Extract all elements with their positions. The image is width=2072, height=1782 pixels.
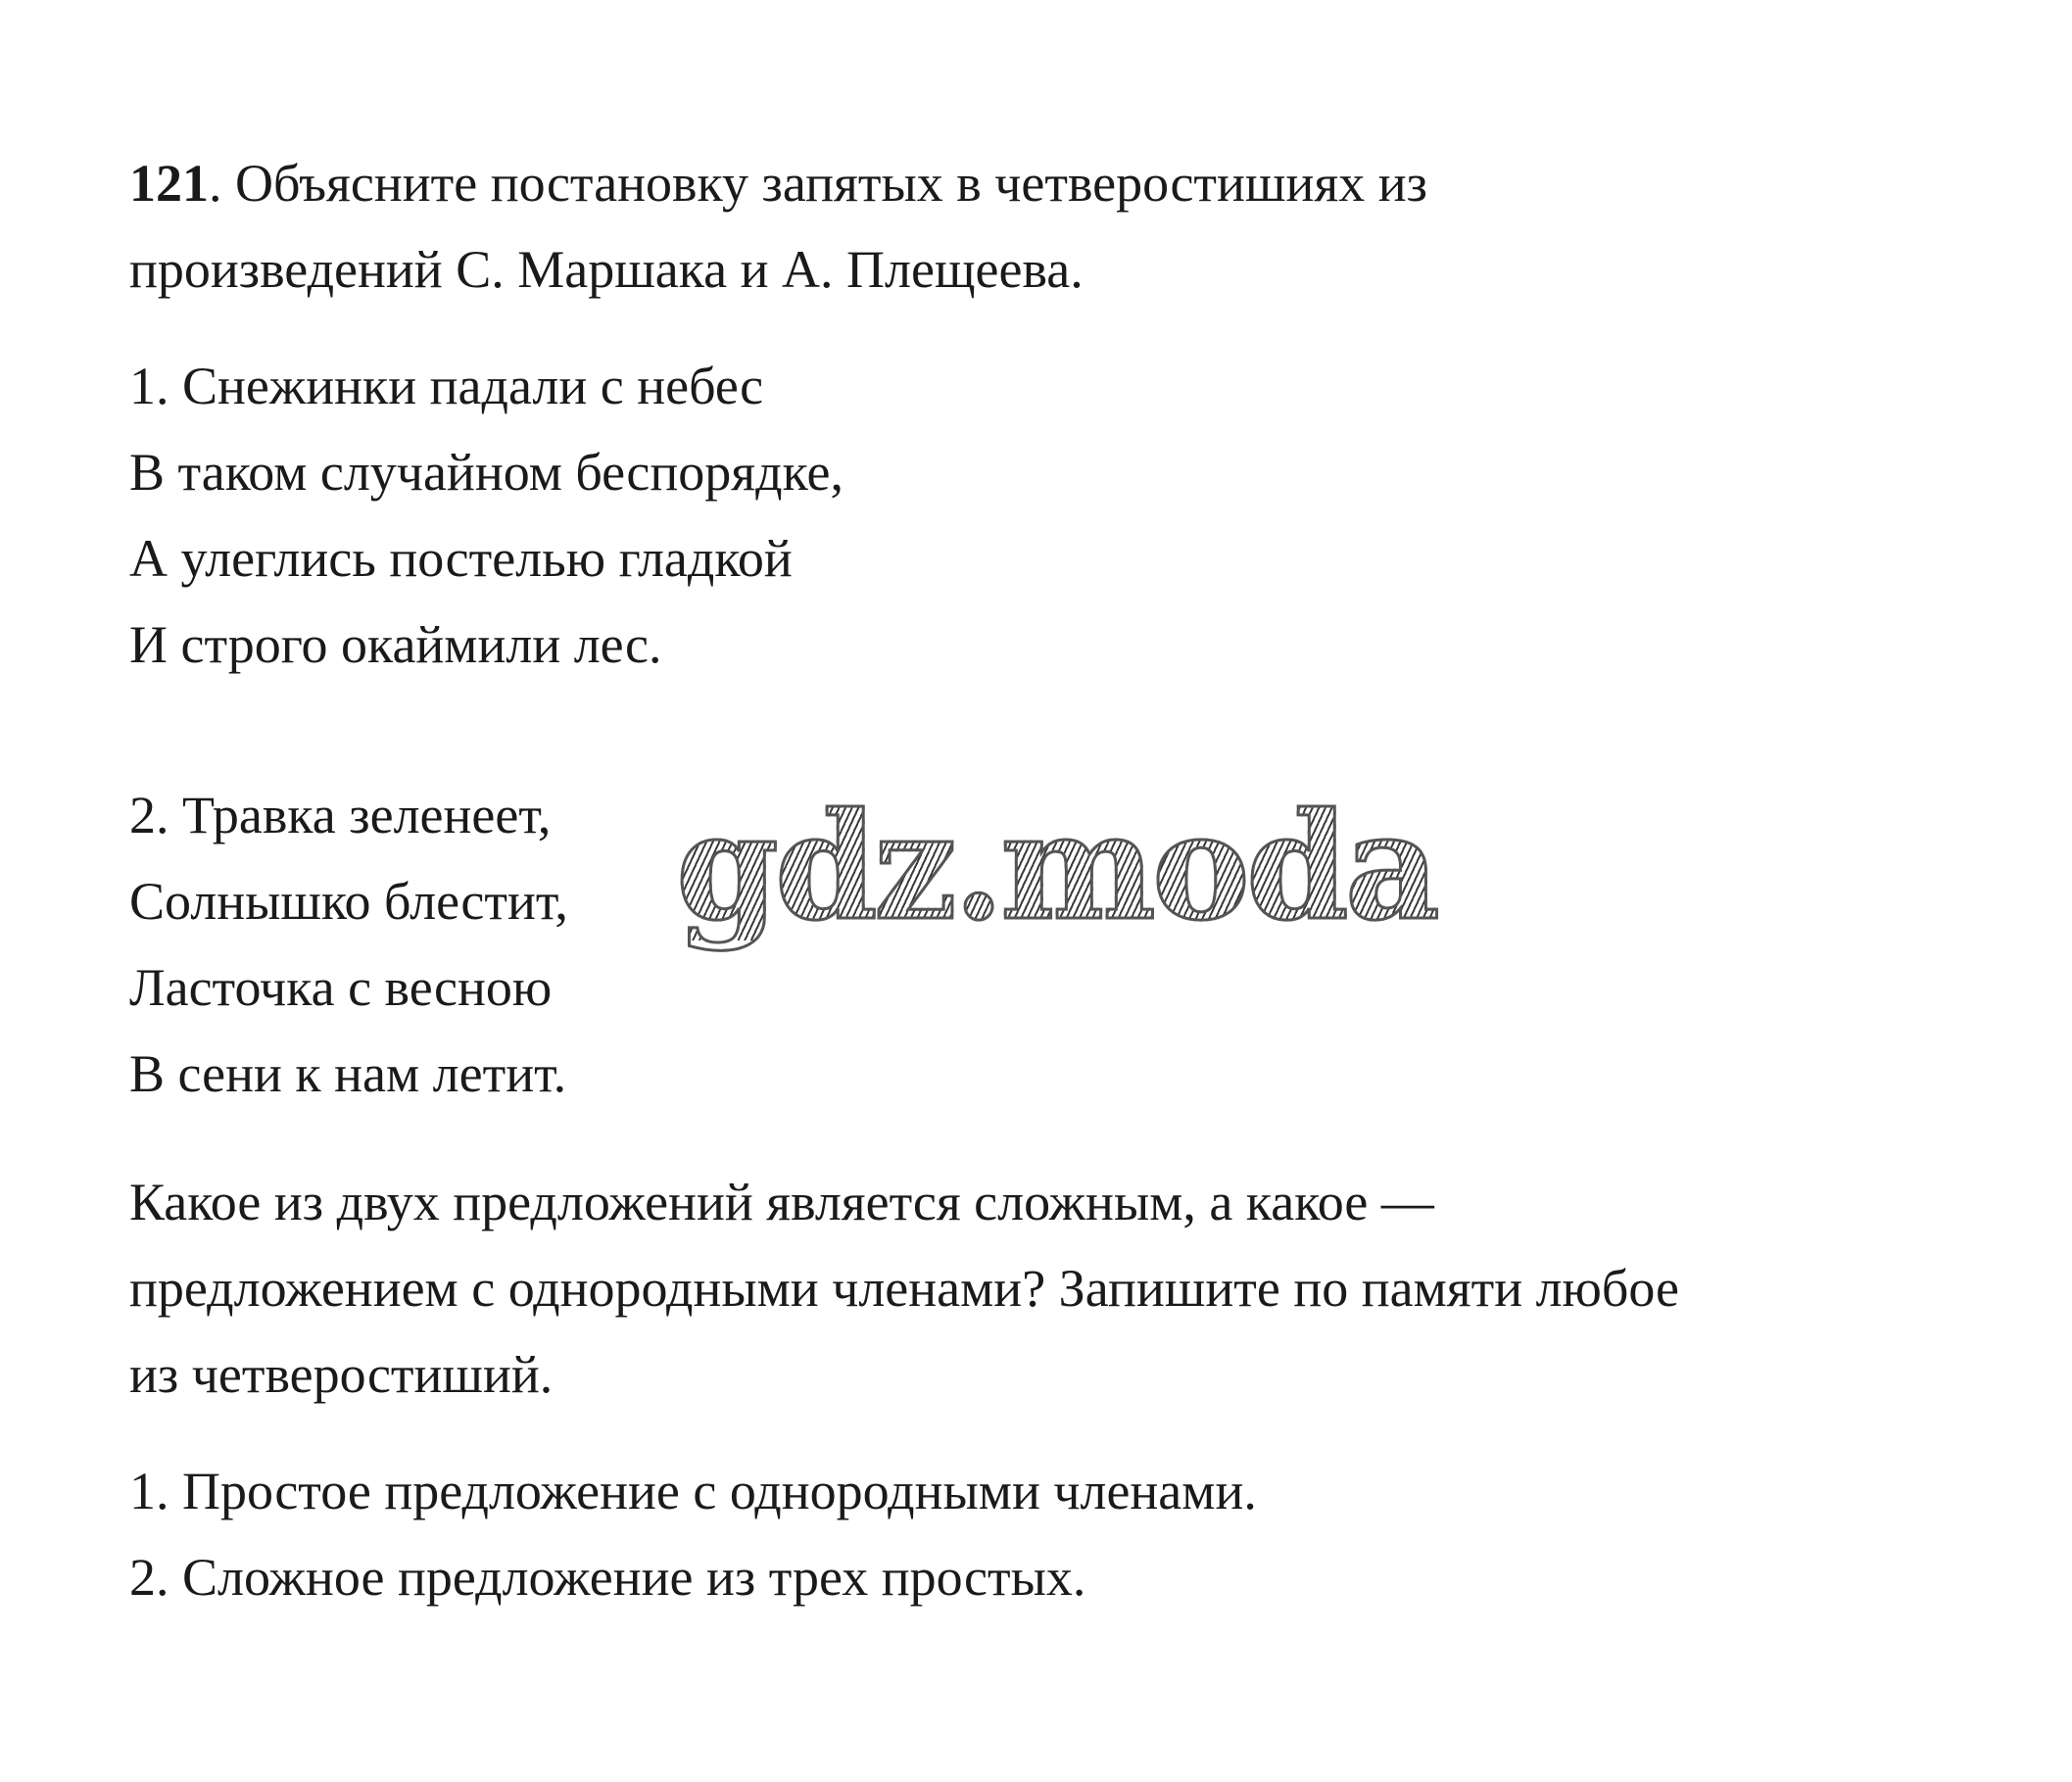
poem1-line: А улеглись постелью гладкой bbox=[129, 529, 793, 588]
answer-line: 1. Простое предложение с однородными членами. bbox=[129, 1462, 1257, 1520]
answer-line: 2. Сложное предложение из трех простых. bbox=[129, 1548, 1086, 1607]
poem1-line: 1. Снежинки падали с небес bbox=[129, 357, 764, 415]
watermark-logo: gdz.moda bbox=[676, 781, 1437, 953]
poem2-line: Солнышко блестит, bbox=[129, 872, 568, 931]
task-prompt-part1: . Объясните постановку запятых в четверостишиях из bbox=[209, 154, 1427, 213]
task-heading-line1 bbox=[129, 152, 1427, 215]
poem2-line: 2. Травка зеленеет, bbox=[129, 786, 552, 844]
poem1-line: И строго окаймили лес. bbox=[129, 615, 662, 674]
task-prompt-line2: произведений С. Маршака и А. Плещеева. bbox=[129, 240, 1084, 299]
task-number: 121 bbox=[129, 154, 209, 213]
poem2-line: Ласточка с весною bbox=[129, 958, 553, 1017]
question-line: из четверостиший. bbox=[129, 1345, 554, 1404]
question-line: Какое из двух предложений является сложным, а какое — bbox=[129, 1173, 1434, 1231]
poem2-line: В сени к нам летит. bbox=[129, 1044, 567, 1103]
poem1-line: В таком случайном беспорядке, bbox=[129, 443, 843, 502]
question-line: предложением с однородными членами? Запишите по памяти любое bbox=[129, 1259, 1679, 1318]
